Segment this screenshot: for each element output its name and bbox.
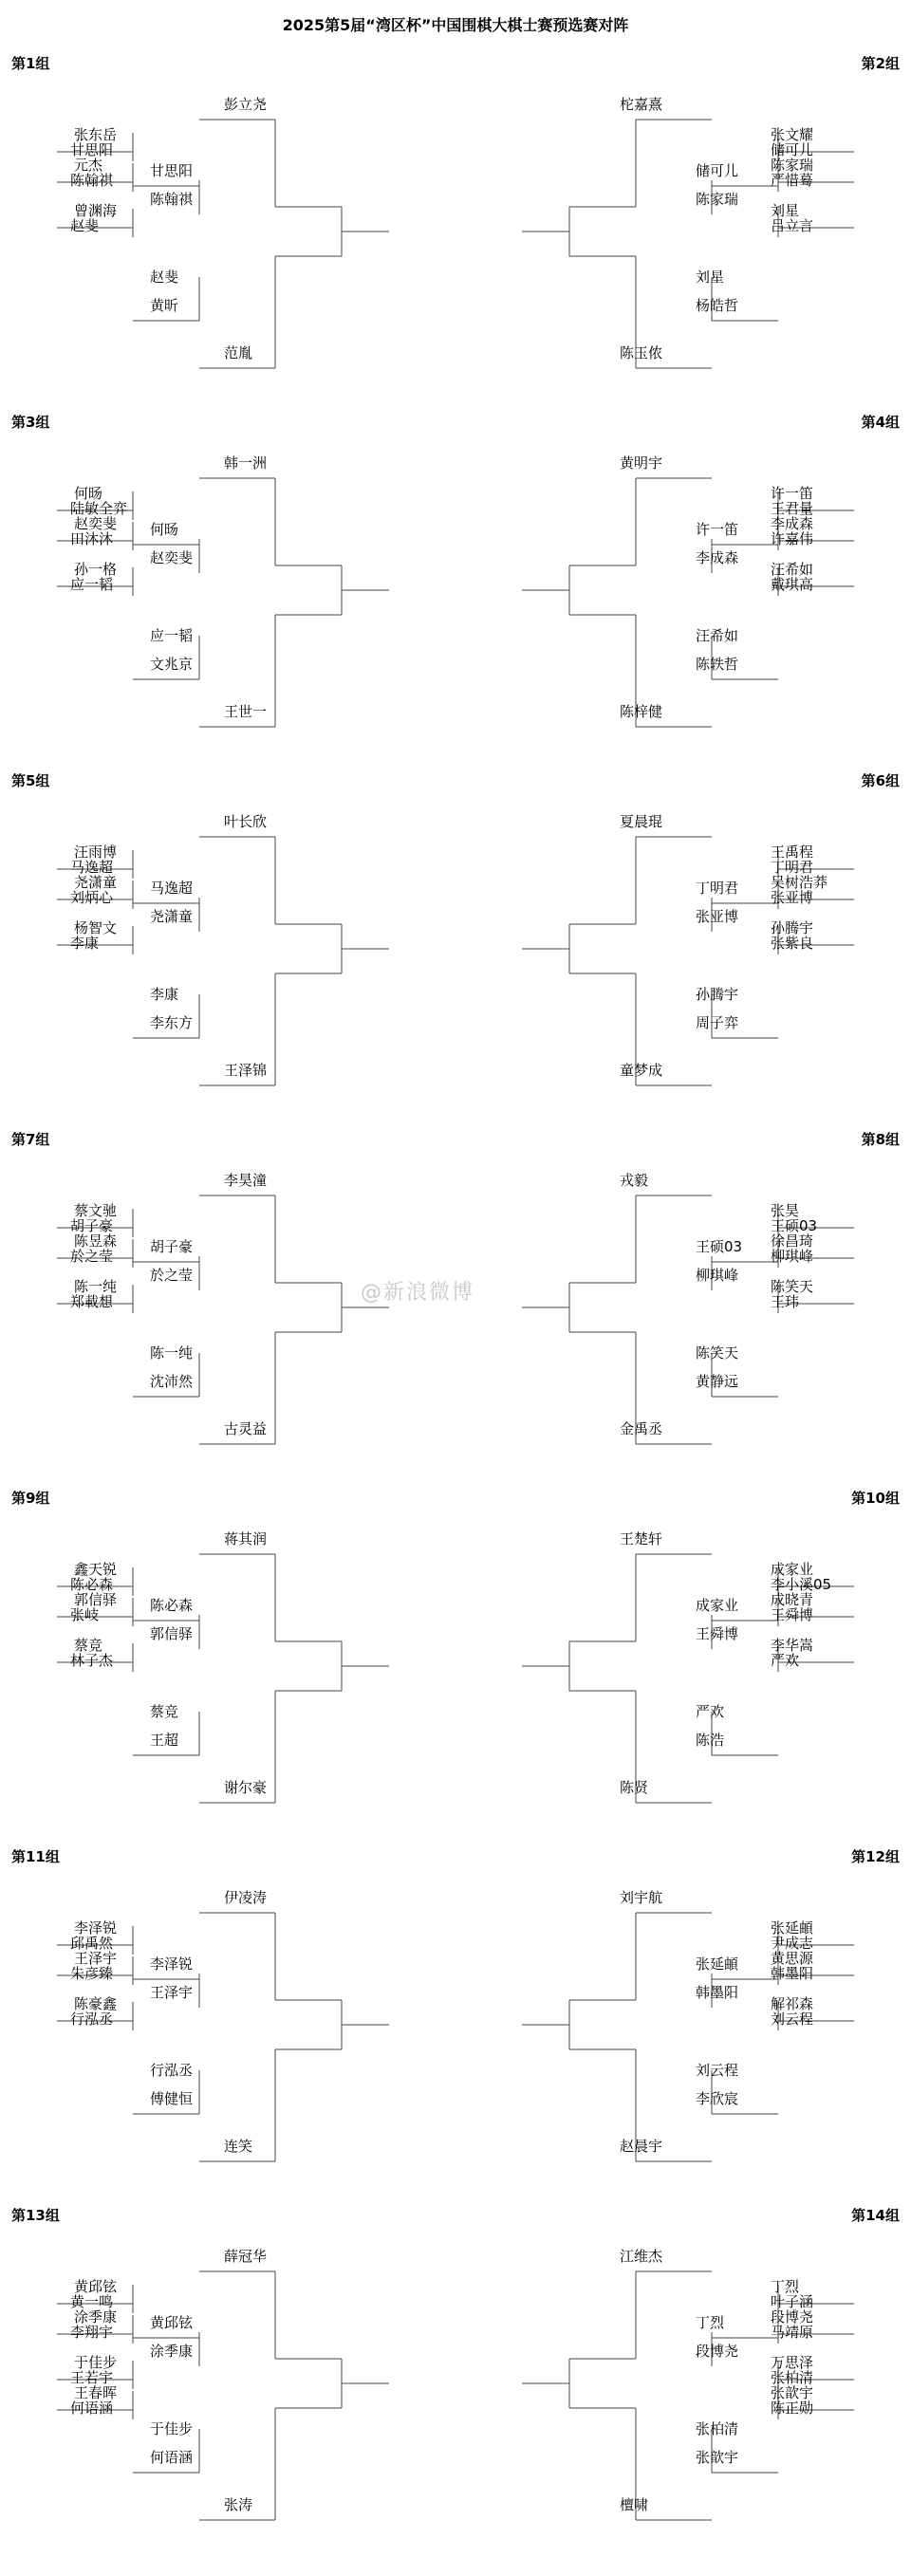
player-name: 储可儿 — [696, 162, 739, 179]
player-name: 蔡竞 — [150, 1703, 179, 1720]
player-name: 陈一纯 — [150, 1344, 194, 1362]
player-name: 成晓青 — [771, 1591, 814, 1608]
player-name: 成家业 — [696, 1597, 739, 1614]
player-name: 张文耀 — [771, 126, 814, 143]
player-name: 沈沛然 — [150, 1373, 194, 1390]
group-label: 第9组 — [11, 1490, 50, 1507]
player-name: 郭信驿 — [74, 1591, 118, 1608]
seed-player: 刘宇航 — [620, 1889, 663, 1906]
player-name: 叶子涵 — [771, 2293, 814, 2310]
player-name: 胡子豪 — [150, 1238, 194, 1255]
player-name: 李成森 — [771, 515, 814, 532]
player-name: 尧潇童 — [150, 908, 194, 925]
player-name: 尹成志 — [771, 1935, 814, 1952]
seed-player: 赵晨宇 — [620, 2138, 663, 2155]
seed-player: 彭立尧 — [224, 96, 268, 113]
seed-player: 王世一 — [224, 703, 268, 720]
player-name: 陈翰祺 — [150, 191, 194, 208]
player-name: 张紫良 — [771, 935, 814, 952]
player-name: 张亚博 — [771, 889, 814, 906]
player-name: 何旸 — [150, 521, 179, 538]
player-name: 汪希如 — [696, 627, 739, 644]
player-name: 黄一鸣 — [70, 2293, 114, 2310]
player-name: 王春晖 — [74, 2384, 118, 2401]
seed-player: 韩一洲 — [224, 454, 268, 472]
player-name: 韩墨阳 — [696, 1984, 739, 2001]
seed-player: 柁嘉熹 — [620, 96, 663, 113]
group-label: 第7组 — [11, 1131, 50, 1148]
player-name: 陈笑天 — [696, 1344, 739, 1362]
player-name: 陈必森 — [70, 1576, 114, 1593]
player-name: 应一韬 — [70, 576, 114, 593]
player-name: 于佳步 — [150, 2420, 194, 2437]
player-name: 赵斐 — [70, 217, 100, 234]
player-name: 甘思阳 — [70, 141, 114, 158]
player-name: 吕立言 — [771, 217, 814, 234]
player-name: 张延頔 — [696, 1955, 739, 1973]
player-name: 戴琪高 — [771, 576, 814, 593]
player-name: 陈轶哲 — [696, 656, 739, 673]
player-name: 张昊 — [771, 1202, 800, 1219]
player-name: 邱禹然 — [70, 1935, 114, 1952]
player-name: 李翔宇 — [70, 2324, 114, 2341]
player-name: 刘星 — [771, 202, 800, 219]
player-name: 文兆京 — [150, 656, 194, 673]
player-name: 黄邱铉 — [150, 2314, 194, 2331]
player-name: 张歆宇 — [771, 2384, 814, 2401]
player-name: 许嘉伟 — [771, 530, 814, 547]
player-name: 杨皓哲 — [696, 297, 739, 314]
page-title: 2025第5届“湾区杯”中国围棋大棋士赛预选赛对阵 — [282, 16, 629, 34]
group-label: 第6组 — [861, 772, 900, 789]
seed-player: 童梦成 — [620, 1062, 663, 1079]
player-name: 严欢 — [771, 1652, 800, 1669]
player-name: 丁明君 — [696, 880, 739, 897]
player-name: 王泽宇 — [74, 1950, 118, 1967]
player-name: 刘炳心 — [70, 889, 114, 906]
player-name: 王禹程 — [771, 843, 814, 861]
player-name: 张歆宇 — [696, 2449, 739, 2466]
player-name: 柳琪峰 — [696, 1267, 739, 1284]
player-name: 陈昱森 — [74, 1232, 118, 1250]
player-name: 郭信驿 — [150, 1625, 194, 1642]
watermark: @新浪微博 — [361, 1281, 475, 1305]
seed-player: 檀啸 — [620, 2496, 649, 2513]
player-name: 段博尧 — [771, 2308, 814, 2326]
group-label: 第2组 — [861, 55, 900, 72]
seed-player: 李昊潼 — [224, 1172, 268, 1189]
player-name: 成家业 — [771, 1561, 814, 1578]
player-name: 元杰 — [74, 157, 103, 174]
player-name: 丁明君 — [771, 859, 814, 876]
group-label: 第8组 — [861, 1131, 900, 1148]
group-row — [0, 1463, 911, 1824]
player-name: 何语涵 — [150, 2449, 194, 2466]
player-name: 何旸 — [74, 485, 103, 502]
group-label: 第14组 — [851, 2207, 900, 2224]
player-name: 林子杰 — [70, 1652, 114, 1669]
player-name: 刘星 — [696, 269, 725, 286]
player-name: 赵奕斐 — [74, 515, 118, 532]
group-label: 第13组 — [11, 2207, 60, 2224]
group-row — [0, 387, 911, 748]
player-name: 陈一纯 — [74, 1278, 118, 1295]
group-row — [0, 1822, 911, 2182]
seed-player: 叶长欣 — [224, 813, 268, 830]
player-name: 杨智文 — [74, 919, 118, 936]
player-name: 陈家瑞 — [771, 157, 814, 174]
player-name: 赵奕斐 — [150, 549, 194, 566]
player-name: 王若宇 — [70, 2369, 114, 2386]
player-name: 陈必森 — [150, 1597, 194, 1614]
player-name: 李泽锐 — [150, 1955, 194, 1973]
player-name: 马逸超 — [150, 880, 194, 897]
player-name: 李华嵩 — [771, 1637, 814, 1654]
group-label: 第12组 — [851, 1848, 900, 1865]
group-label: 第11组 — [11, 1848, 60, 1865]
player-name: 陈正勋 — [771, 2400, 814, 2417]
seed-player: 陈玉侬 — [620, 344, 663, 361]
player-name: 王超 — [150, 1732, 179, 1749]
player-name: 张延頔 — [771, 1919, 814, 1937]
player-name: 汪希如 — [771, 561, 814, 578]
player-name: 陈豪鑫 — [74, 1995, 118, 2012]
seed-player: 薛冠华 — [224, 2248, 268, 2265]
player-name: 曾渊海 — [74, 202, 118, 219]
player-name: 李康 — [150, 986, 179, 1003]
player-name: 丁烈 — [771, 2278, 800, 2295]
player-name: 王君量 — [771, 500, 814, 517]
player-name: 张岐 — [70, 1606, 100, 1623]
seed-player: 黄明宇 — [620, 454, 663, 472]
player-name: 段博尧 — [696, 2343, 739, 2360]
player-name: 张柏清 — [771, 2369, 814, 2386]
seed-player: 陈梓健 — [620, 703, 663, 720]
group-row — [0, 746, 911, 1106]
seed-player: 古灵益 — [224, 1420, 268, 1437]
player-name: 王泽宇 — [150, 1984, 194, 2001]
player-name: 韩墨阳 — [771, 1965, 814, 1982]
player-name: 孙腾宇 — [771, 919, 814, 936]
player-name: 陈家瑞 — [696, 191, 739, 208]
player-name: 柳琪峰 — [771, 1248, 814, 1265]
seed-player: 戎毅 — [620, 1172, 649, 1189]
seed-player: 陈贤 — [620, 1779, 649, 1796]
player-name: 应一韬 — [150, 627, 194, 644]
player-name: 何语涵 — [70, 2400, 114, 2417]
player-name: 严惜蓦 — [771, 172, 814, 189]
player-name: 黄昕 — [150, 297, 179, 314]
player-name: 王舜博 — [696, 1625, 739, 1642]
player-name: 鑫天锐 — [74, 1561, 118, 1578]
player-name: 解祁森 — [771, 1995, 814, 2012]
seed-player: 范胤 — [224, 344, 253, 361]
player-name: 黄思源 — [771, 1950, 814, 1967]
player-name: 黄静远 — [696, 1373, 739, 1390]
player-name: 李泽锐 — [74, 1919, 118, 1937]
player-name: 行泓丞 — [150, 2062, 194, 2079]
player-name: 朱彦臻 — [70, 1965, 114, 1982]
player-name: 田沐沐 — [70, 530, 114, 547]
player-name: 於之莹 — [70, 1248, 114, 1265]
player-name: 陆敏全弈 — [70, 500, 128, 517]
seed-player: 江维杰 — [620, 2248, 663, 2265]
group-label: 第3组 — [11, 414, 50, 431]
player-name: 李成森 — [696, 549, 739, 566]
player-name: 王舜博 — [771, 1606, 814, 1623]
player-name: 刘云程 — [696, 2062, 739, 2079]
player-name: 孙一格 — [74, 561, 118, 578]
player-name: 许一笛 — [696, 521, 739, 538]
player-name: 吴树浩莽 — [771, 874, 828, 891]
group-label: 第5组 — [11, 772, 50, 789]
group-row — [0, 2180, 911, 2541]
group-label: 第4组 — [861, 414, 900, 431]
player-name: 傅健恒 — [150, 2090, 194, 2107]
player-name: 王硕03 — [696, 1238, 743, 1255]
seed-player: 连笑 — [224, 2138, 253, 2155]
player-name: 行泓丞 — [70, 2011, 114, 2028]
player-name: 许一笛 — [771, 485, 814, 502]
player-name: 甘思阳 — [150, 162, 194, 179]
player-name: 胡子豪 — [70, 1217, 114, 1234]
player-name: 储可儿 — [771, 141, 814, 158]
player-name: 蔡文驰 — [74, 1202, 118, 1219]
player-name: 孙腾宇 — [696, 986, 739, 1003]
player-name: 涂季康 — [150, 2343, 194, 2360]
player-name: 马逸超 — [70, 859, 114, 876]
player-name: 李小溪05 — [771, 1576, 832, 1593]
player-name: 陈翰祺 — [70, 172, 114, 189]
player-name: 王玮 — [771, 1293, 800, 1310]
player-name: 徐昌琦 — [771, 1232, 814, 1250]
group-label: 第10组 — [851, 1490, 900, 1507]
player-name: 陈浩 — [696, 1732, 725, 1749]
player-name: 蔡竞 — [74, 1637, 103, 1654]
player-name: 于佳步 — [74, 2354, 118, 2371]
player-name: 张亚博 — [696, 908, 739, 925]
seed-player: 王泽锦 — [224, 1062, 268, 1079]
seed-player: 张涛 — [224, 2496, 253, 2513]
player-name: 王硕03 — [771, 1217, 818, 1234]
seed-player: 王楚轩 — [620, 1530, 663, 1547]
player-name: 张柏清 — [696, 2420, 739, 2437]
player-name: 严欢 — [696, 1703, 725, 1720]
seed-player: 蒋其润 — [224, 1530, 268, 1547]
player-name: 李东方 — [150, 1014, 194, 1031]
player-name: 陈笑天 — [771, 1278, 814, 1295]
player-name: 郑載想 — [70, 1293, 114, 1310]
player-name: 丁烈 — [696, 2314, 725, 2331]
seed-player: 夏晨琨 — [620, 813, 663, 830]
player-name: 万思泽 — [771, 2354, 814, 2371]
player-name: 汪雨博 — [74, 843, 118, 861]
seed-player: 金禹丞 — [620, 1420, 663, 1437]
player-name: 黄邱铉 — [74, 2278, 118, 2295]
group-row — [0, 28, 911, 389]
player-name: 李欣宸 — [696, 2090, 739, 2107]
player-name: 李康 — [70, 935, 100, 952]
player-name: 周子弈 — [696, 1014, 739, 1031]
group-label: 第1组 — [11, 55, 50, 72]
player-name: 赵斐 — [150, 269, 179, 286]
player-name: 於之莹 — [150, 1267, 194, 1284]
player-name: 刘云程 — [771, 2011, 814, 2028]
player-name: 尧潇童 — [74, 874, 118, 891]
player-name: 张东岳 — [74, 126, 118, 143]
player-name: 马靖原 — [771, 2324, 814, 2341]
seed-player: 伊凌涛 — [224, 1889, 268, 1906]
seed-player: 谢尔豪 — [224, 1779, 268, 1796]
player-name: 涂季康 — [74, 2308, 118, 2326]
